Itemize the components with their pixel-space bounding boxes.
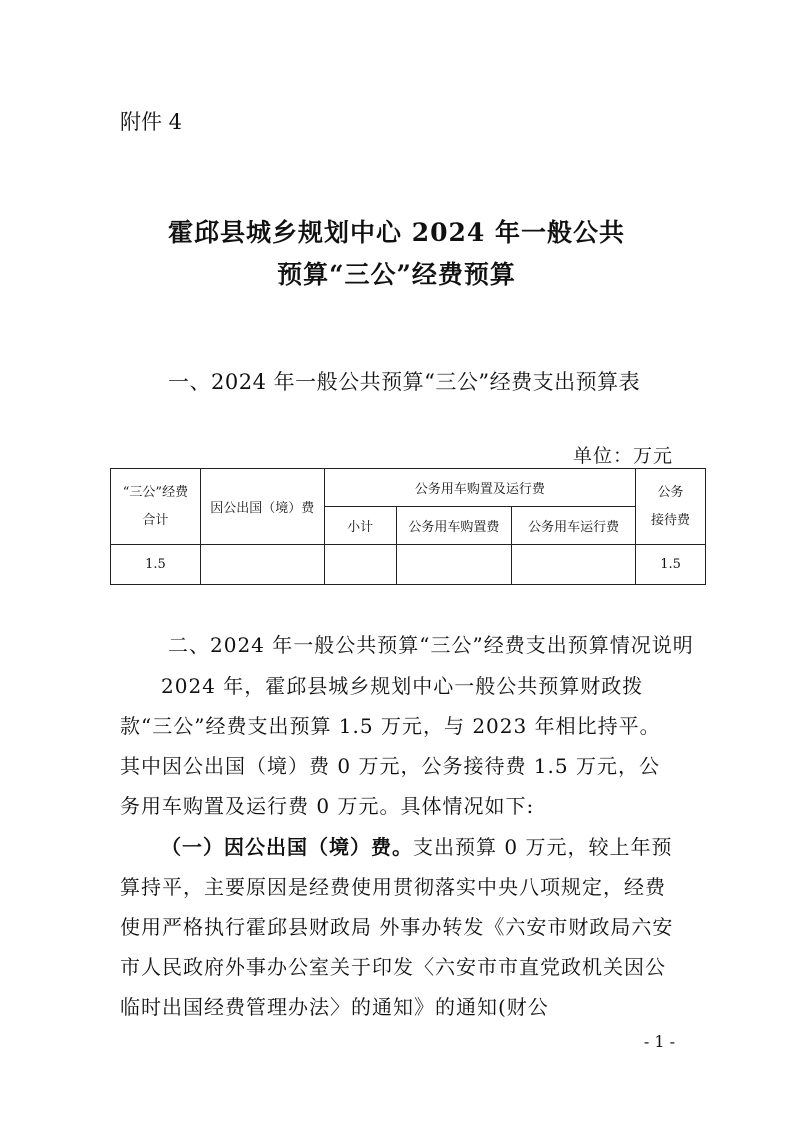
paragraph-2 bbox=[120, 827, 680, 1027]
cell-vehicle-purchase bbox=[396, 545, 512, 585]
document-title-line-2: 预算“三公”经费预算 bbox=[277, 260, 516, 289]
paragraph-2-lead: （一）因公出国（境）费。 bbox=[161, 835, 413, 859]
paragraph-2-text: 支出预算 0 万元，较上年预算持平，主要原因是经费使用贯彻落实中央八项规定，经费使用严格执行霍邱县财政局 外事办转发《六安市财政局六安市人民政府外事办公室关于印发〈六安市市直党政机关因公临时出国经费管理办法〉的通知》的通知(财公 bbox=[120, 835, 674, 1019]
header-total-line1: “三公”经费 bbox=[122, 484, 189, 500]
cell-vehicle-operation bbox=[512, 545, 636, 585]
header-reception-line2: 接待费 bbox=[651, 512, 691, 528]
page-number: - 1 - bbox=[643, 1032, 675, 1051]
budget-table bbox=[110, 468, 706, 585]
section-1-heading: 一、2024 年一般公共预算“三公”经费支出预算表 bbox=[168, 370, 641, 394]
cell-total: 1.5 bbox=[111, 545, 201, 585]
cell-subtotal bbox=[324, 545, 396, 585]
paragraph-1-text: 2024 年，霍邱县城乡规划中心一般公共预算财政拨款“三公”经费支出预算 1.5 万元，与 2023 年相比持平。其中因公出国（境）费 0 万元，公务接待费 1.5 万元，公务用车购置及运行费 0 万元。具体情况如下: bbox=[120, 674, 661, 818]
cell-reception: 1.5 bbox=[636, 545, 706, 585]
header-reception-cell bbox=[636, 469, 706, 545]
header-vehicle-purchase: 公务用车购置费 bbox=[396, 507, 512, 545]
section-2-heading: 二、2024 年一般公共预算“三公”经费支出预算情况说明 bbox=[168, 633, 694, 657]
header-reception-line1: 公务 bbox=[657, 484, 684, 500]
header-total-line2: 合计 bbox=[142, 512, 169, 528]
header-vehicle-group: 公务用车购置及运行费 bbox=[324, 469, 635, 507]
header-subtotal: 小计 bbox=[324, 507, 396, 545]
cell-travel bbox=[200, 545, 324, 585]
paragraph-1 bbox=[120, 666, 680, 826]
header-vehicle-operation: 公务用车运行费 bbox=[512, 507, 636, 545]
header-total-cell bbox=[111, 469, 201, 545]
header-travel: 因公出国（境）费 bbox=[200, 469, 324, 545]
unit-label: 单位：万元 bbox=[572, 445, 673, 467]
document-title-line-1: 霍邱县城乡规划中心 2024 年一般公共 bbox=[168, 218, 625, 247]
attachment-label: 附件 4 bbox=[120, 110, 183, 134]
